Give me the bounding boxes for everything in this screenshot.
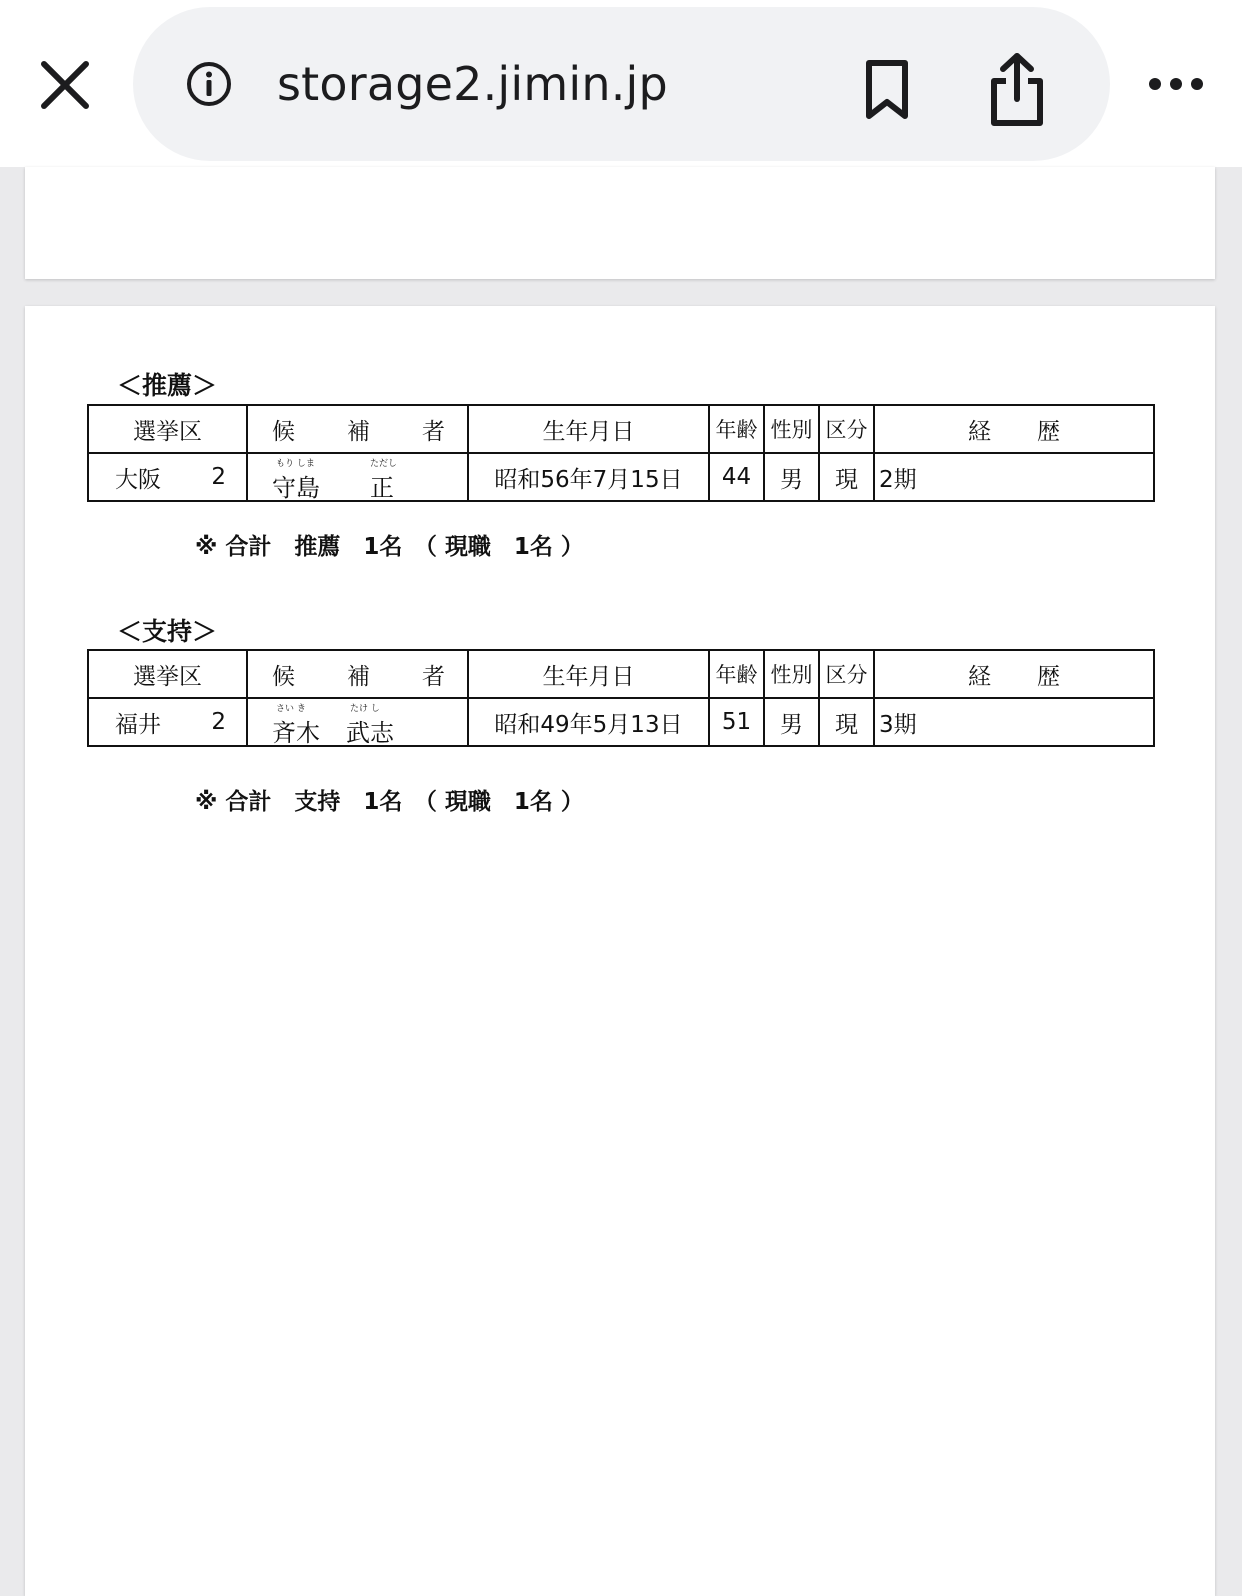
table-header-row bbox=[88, 650, 1154, 698]
gender-cell: 男 bbox=[764, 698, 819, 746]
district-cell bbox=[88, 698, 247, 746]
surname-ruby: さい き bbox=[276, 704, 306, 714]
given-name-ruby: たけ し bbox=[350, 704, 380, 714]
career-cell: 2期 bbox=[874, 453, 1154, 501]
candidate-name-cell bbox=[247, 698, 468, 746]
gender-cell: 男 bbox=[764, 453, 819, 501]
header-category: 区分 bbox=[819, 405, 874, 453]
age-cell: 44 bbox=[709, 453, 764, 501]
section-title-support: ＜支持＞ bbox=[117, 617, 218, 646]
header-career-label: 経歴 bbox=[968, 663, 1106, 690]
more-icon[interactable] bbox=[1148, 74, 1204, 94]
share-icon[interactable] bbox=[986, 51, 1048, 129]
header-career bbox=[874, 650, 1154, 698]
header-career-label: 経歴 bbox=[968, 418, 1106, 445]
header-age: 年齢 bbox=[709, 405, 764, 453]
header-candidate bbox=[247, 650, 497, 698]
browser-toolbar bbox=[0, 0, 1242, 167]
candidate-table-recommend bbox=[87, 404, 1155, 502]
header-district: 選挙区 bbox=[88, 650, 247, 698]
district-name: 福井 bbox=[115, 711, 161, 738]
close-icon[interactable] bbox=[36, 56, 94, 114]
surname: 守島 bbox=[272, 474, 320, 502]
summary-support: ※ 合計 支持 1名 （ 現職 1名 ） bbox=[195, 789, 584, 815]
surname: 斉木 bbox=[272, 719, 320, 747]
age-cell: 51 bbox=[709, 698, 764, 746]
header-category: 区分 bbox=[819, 650, 874, 698]
header-gender: 性別 bbox=[764, 650, 819, 698]
given-name-ruby: ただし bbox=[370, 459, 398, 469]
candidate-table-support bbox=[87, 649, 1155, 747]
bookmark-icon[interactable] bbox=[861, 59, 913, 121]
category-cell: 現 bbox=[819, 453, 874, 501]
category-cell: 現 bbox=[819, 698, 874, 746]
header-candidate-label: 候補者 bbox=[272, 663, 497, 690]
document-page bbox=[25, 306, 1215, 1596]
table-row bbox=[88, 698, 1154, 746]
district-number: 2 bbox=[211, 709, 226, 735]
birthdate-cell: 昭和49年5月13日 bbox=[468, 698, 709, 746]
table-row bbox=[88, 453, 1154, 501]
previous-page bbox=[25, 167, 1215, 279]
header-candidate bbox=[247, 405, 497, 453]
district-name: 大阪 bbox=[115, 466, 161, 493]
header-birthdate: 生年月日 bbox=[468, 405, 709, 453]
header-candidate-label: 候補者 bbox=[272, 418, 497, 445]
header-district: 選挙区 bbox=[88, 405, 247, 453]
table-header-row bbox=[88, 405, 1154, 453]
header-career bbox=[874, 405, 1154, 453]
given-name: 武志 bbox=[346, 719, 394, 747]
district-number: 2 bbox=[211, 464, 226, 490]
header-birthdate: 生年月日 bbox=[468, 650, 709, 698]
summary-recommend: ※ 合計 推薦 1名 （ 現職 1名 ） bbox=[195, 534, 584, 560]
address-bar[interactable] bbox=[133, 7, 1110, 161]
header-age: 年齢 bbox=[709, 650, 764, 698]
section-title-recommend: ＜推薦＞ bbox=[117, 371, 218, 400]
info-icon[interactable] bbox=[185, 60, 233, 108]
birthdate-cell: 昭和56年7月15日 bbox=[468, 453, 709, 501]
surname-ruby: もり しま bbox=[276, 459, 315, 469]
career-cell: 3期 bbox=[874, 698, 1154, 746]
candidate-name-cell bbox=[247, 453, 468, 501]
url-text[interactable]: storage2.jimin.jp bbox=[277, 57, 668, 111]
given-name: 正 bbox=[370, 474, 394, 502]
district-cell bbox=[88, 453, 247, 501]
header-gender: 性別 bbox=[764, 405, 819, 453]
